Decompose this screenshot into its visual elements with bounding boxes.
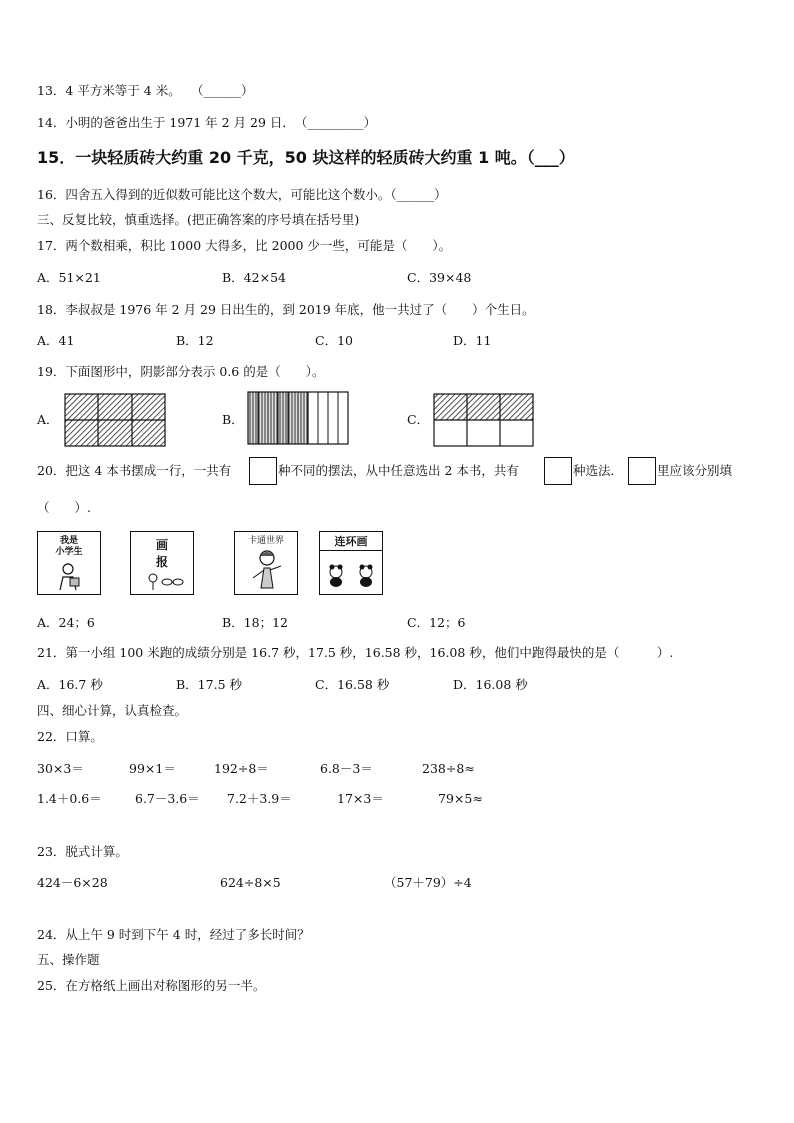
question-17: 17．两个数相乘，积比 1000 大得多，比 2000 少一些，可能是（ ）。 [37, 238, 452, 253]
q23-item: 424－6×28 [37, 875, 108, 890]
question-20-part1: 20．把这 4 本书摆成一行，一共有 [37, 463, 232, 478]
book-comic [319, 531, 383, 595]
q19-option-b: B． [222, 412, 244, 427]
book-title: 我是 小学生 [55, 536, 83, 557]
q22-item: 79×5≈ [438, 791, 483, 806]
book-student [37, 531, 101, 595]
book-title: 画 报 [155, 538, 168, 569]
q18-option-d: D．11 [453, 333, 492, 348]
q19-option-a: A． [37, 412, 59, 427]
question-24: 24．从上午 9 时到下午 4 时，经过了多长时间？ [37, 927, 310, 942]
question-20-part2: 种不同的摆法，从中任意选出 2 本书，共有 [278, 463, 519, 478]
q18-option-c: C．10 [315, 333, 353, 348]
q18-option-a: A．41 [37, 333, 75, 348]
q21-option-d: D．16.08 秒 [453, 677, 528, 692]
question-19: 19．下面图形中，阴影部分表示 0.6 的是（ ）。 [37, 364, 325, 379]
panda-drawing-icon [326, 562, 376, 588]
question-25: 25．在方格纸上画出对称图形的另一半。 [37, 978, 266, 993]
q23-item: （57＋79）÷4 [384, 875, 472, 890]
book-pictorial [130, 531, 194, 595]
q20-option-b: B．18；12 [222, 615, 288, 630]
q22-item: 192÷8＝ [214, 761, 269, 776]
question-15: 15．一块轻质砖大约重 20 千克，50 块这样的轻质砖大约重 1 吨。（___） [37, 148, 575, 167]
q22-item: 7.2＋3.9＝ [227, 791, 292, 806]
student-drawing-icon [54, 562, 84, 592]
figure-c-grid [434, 394, 533, 446]
question-21: 21．第一小组 100 米跑的成绩分别是 16.7 秒，17.5 秒，16.58 秒，16.08 秒，他们中跑得最快的是（ ）. [37, 645, 674, 660]
q21-option-b: B．17.5 秒 [176, 677, 242, 692]
q21-option-a: A．16.7 秒 [37, 677, 103, 692]
q22-item: 1.4＋0.6＝ [37, 791, 102, 806]
q18-option-b: B．12 [176, 333, 214, 348]
question-14: 14．小明的爸爸出生于 1971 年 2 月 29 日． （_________） [37, 115, 377, 130]
answer-box-2[interactable] [544, 457, 572, 485]
q22-item: 17×3＝ [337, 791, 384, 806]
q22-item: 99×1＝ [129, 761, 176, 776]
question-18: 18．李叔叔是 1976 年 2 月 29 日出生的，到 2019 年底，他一共过了（ ）个生日。 [37, 302, 535, 317]
girl-drawing-icon [249, 548, 285, 592]
figure-b-strips [248, 392, 348, 444]
q22-item: 6.7－3.6＝ [135, 791, 200, 806]
q22-item: 6.8－3＝ [320, 761, 373, 776]
q17-option-b: B．42×54 [222, 270, 286, 285]
book-title: 连环画 [320, 536, 382, 551]
q19-figures [0, 0, 794, 460]
q17-option-a: A．51×21 [37, 270, 101, 285]
answer-box-1[interactable] [249, 457, 277, 485]
question-20-part3: 种选法． [573, 463, 624, 478]
question-13: 13．4 平方米等于 4 米。 （______） [37, 83, 254, 98]
section-4-heading: 四、细心计算，认真检查。 [37, 703, 188, 718]
question-22: 22．口算。 [37, 729, 103, 744]
q23-item: 624÷8×5 [220, 875, 281, 890]
question-23: 23．脱式计算。 [37, 844, 128, 859]
answer-box-3[interactable] [628, 457, 656, 485]
q21-option-c: C．16.58 秒 [315, 677, 390, 692]
q22-item: 238÷8≈ [422, 761, 475, 776]
section-5-heading: 五、操作题 [37, 952, 100, 967]
q22-item: 30×3＝ [37, 761, 84, 776]
book-cartoon [234, 531, 298, 595]
q17-option-c: C．39×48 [407, 270, 472, 285]
section-3-heading: 三、反复比较，慎重选择。(把正确答案的序号填在括号里) [37, 212, 360, 227]
question-16: 16．四舍五入得到的近似数可能比这个数大，可能比这个数小。（______） [37, 187, 447, 202]
q20-option-a: A．24；6 [37, 615, 95, 630]
q19-option-c: C． [407, 412, 430, 427]
flowers-drawing-icon [145, 572, 185, 592]
figure-a-grid [65, 394, 165, 446]
question-20-tail: （ ）. [37, 500, 91, 515]
q20-option-c: C．12；6 [407, 615, 466, 630]
question-20-part4: 里应该分别填 [657, 463, 733, 478]
book-title: 卡通世界 [247, 536, 284, 546]
